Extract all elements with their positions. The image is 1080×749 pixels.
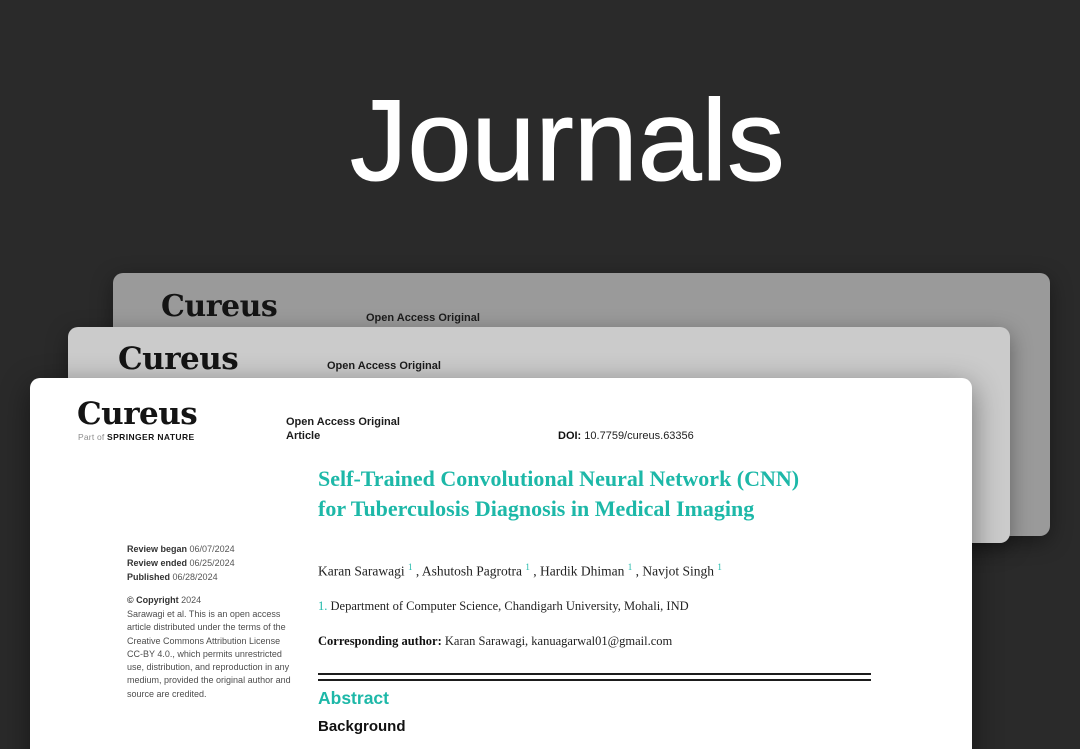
section-divider-rule: [318, 673, 871, 681]
review-meta-block: [127, 542, 295, 701]
authors-line: Karan Sarawagi $^1$ , Ashutosh Pagrotra $^1$ , Hardik Dhiman $^1$ , Navjot Singh $^1$: [318, 562, 722, 579]
review-ended-date: 06/25/2024: [189, 558, 235, 568]
cureus-logo: Cureus: [77, 396, 198, 432]
corresponding-author-label: Corresponding author:: [318, 634, 442, 648]
copyright-license-text: Sarawagi et al. This is an open access article distributed under the terms of the Creative Commons Attribution License CC-BY 4.0., which permits unrestricted use, distribution, and reproduction in any medium, provided the original author and source are credited.: [127, 609, 291, 699]
copyright-label: © Copyright: [127, 595, 179, 605]
springer-nature-wordmark: SPRINGER NATURE: [107, 432, 195, 442]
copyright-year: 2024: [181, 595, 202, 605]
springer-nature-tagline: [78, 432, 195, 442]
corresponding-author-line: [318, 634, 738, 649]
copyright-heading: [127, 593, 295, 607]
published-row: [127, 570, 295, 584]
cureus-logo: Cureus: [118, 341, 239, 377]
review-ended-label: Review ended: [127, 558, 188, 568]
page-title: Journals: [350, 77, 785, 205]
cureus-logo: Cureus: [161, 289, 278, 324]
review-ended-row: [127, 556, 295, 570]
published-date: 06/28/2024: [172, 572, 218, 582]
review-began-row: [127, 542, 295, 556]
open-access-badge: Open Access Original Article: [286, 416, 400, 443]
review-began-label: Review began: [127, 544, 188, 554]
review-began-date: 06/07/2024: [189, 544, 235, 554]
tagline-prefix: Part of: [78, 432, 105, 442]
abstract-heading: Abstract: [318, 688, 389, 708]
doi-line: [558, 430, 694, 442]
background-heading: Background: [318, 718, 406, 735]
open-access-badge: Open Access Original: [366, 312, 480, 324]
corresponding-author-value: Karan Sarawagi, kanuagarwal01@gmail.com: [444, 634, 673, 648]
affiliation-line: [318, 599, 738, 614]
affiliation-text: Department of Computer Science, Chandigarh University, Mohali, IND: [330, 599, 689, 613]
doi-label: DOI:: [558, 430, 582, 442]
published-label: Published: [127, 572, 171, 582]
open-access-badge: Open Access Original: [327, 360, 441, 372]
article-title: Self-Trained Convolutional Neural Network (CNN) for Tuberculosis Diagnosis in Medical Imaging: [318, 466, 800, 521]
journal-card-front: [30, 378, 972, 749]
doi-value: 10.7759/cureus.63356: [584, 430, 694, 442]
affiliation-marker: 1.: [318, 599, 328, 613]
